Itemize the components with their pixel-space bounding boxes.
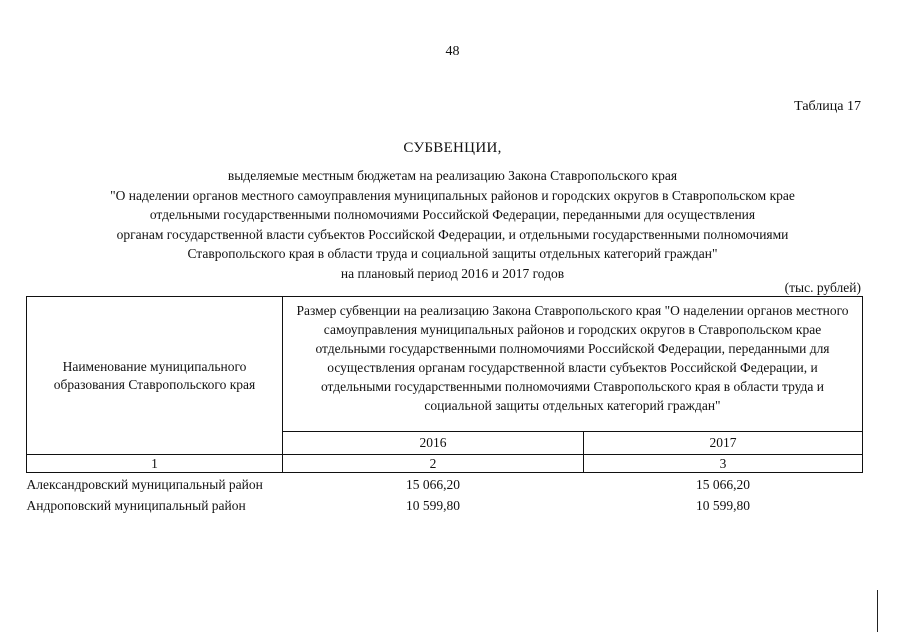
subtitle-line: Ставропольского края в области труда и социальной защиты отдельных категорий граждан" (187, 246, 718, 261)
page-number: 48 (445, 44, 460, 59)
header-year-2016: 2016 (283, 432, 584, 455)
municipality-name: Александровский муниципальный район (26, 477, 263, 492)
subtitle-line: отдельными государственными полномочиями Российской Федерации, переданными для осуществления (149, 207, 756, 222)
subtitle-line: выделяемые местным бюджетам на реализацию Закона Ставропольского края (227, 168, 678, 183)
subtitle-line: на плановый период 2016 и 2017 годов (340, 265, 565, 281)
document-subtitle (40, 166, 865, 283)
value-2017: 10 599,80 (696, 498, 750, 513)
margin-mark (877, 590, 878, 632)
municipality-name: Андроповский муниципальный район (26, 498, 246, 513)
table-row (27, 473, 863, 495)
column-number: 1 (27, 455, 283, 473)
column-number: 3 (584, 455, 863, 473)
subventions-table (26, 296, 863, 515)
table-column-numbers-row (27, 455, 863, 473)
table-header-row (27, 297, 863, 432)
units-label: (тыс. рублей) (784, 280, 861, 295)
header-subvention-size: Размер субвенции на реализацию Закона Ставропольского края "О наделении органов местного самоуправления муниципальных районов и городских округов в Ставропольском крае отдельными государственными полномочиями Российской Федерации, переданными для осуществления органам государственной власти субъектов Российской Федерации, и отдельными государственными полномочиями Ставропольского края в области труда и социальной защиты отдельных категорий граждан" (283, 297, 863, 432)
table-label: Таблица 17 (794, 99, 861, 114)
header-municipality: Наименование муниципального образования Ставропольского края (27, 297, 283, 455)
value-2016: 10 599,80 (406, 498, 460, 513)
document-title: СУБВЕНЦИИ, (403, 140, 502, 156)
column-number: 2 (283, 455, 584, 473)
value-2016: 15 066,20 (406, 477, 460, 492)
subtitle-line: "О наделении органов местного самоуправления муниципальных районов и городских округов в Ставропольском крае (110, 187, 795, 203)
table-row (27, 494, 863, 515)
subtitle-line: органам государственной власти субъектов Российской Федерации, и отдельными государственными полномочиями (116, 226, 789, 242)
value-2017: 15 066,20 (696, 477, 750, 492)
header-year-2017: 2017 (584, 432, 863, 455)
